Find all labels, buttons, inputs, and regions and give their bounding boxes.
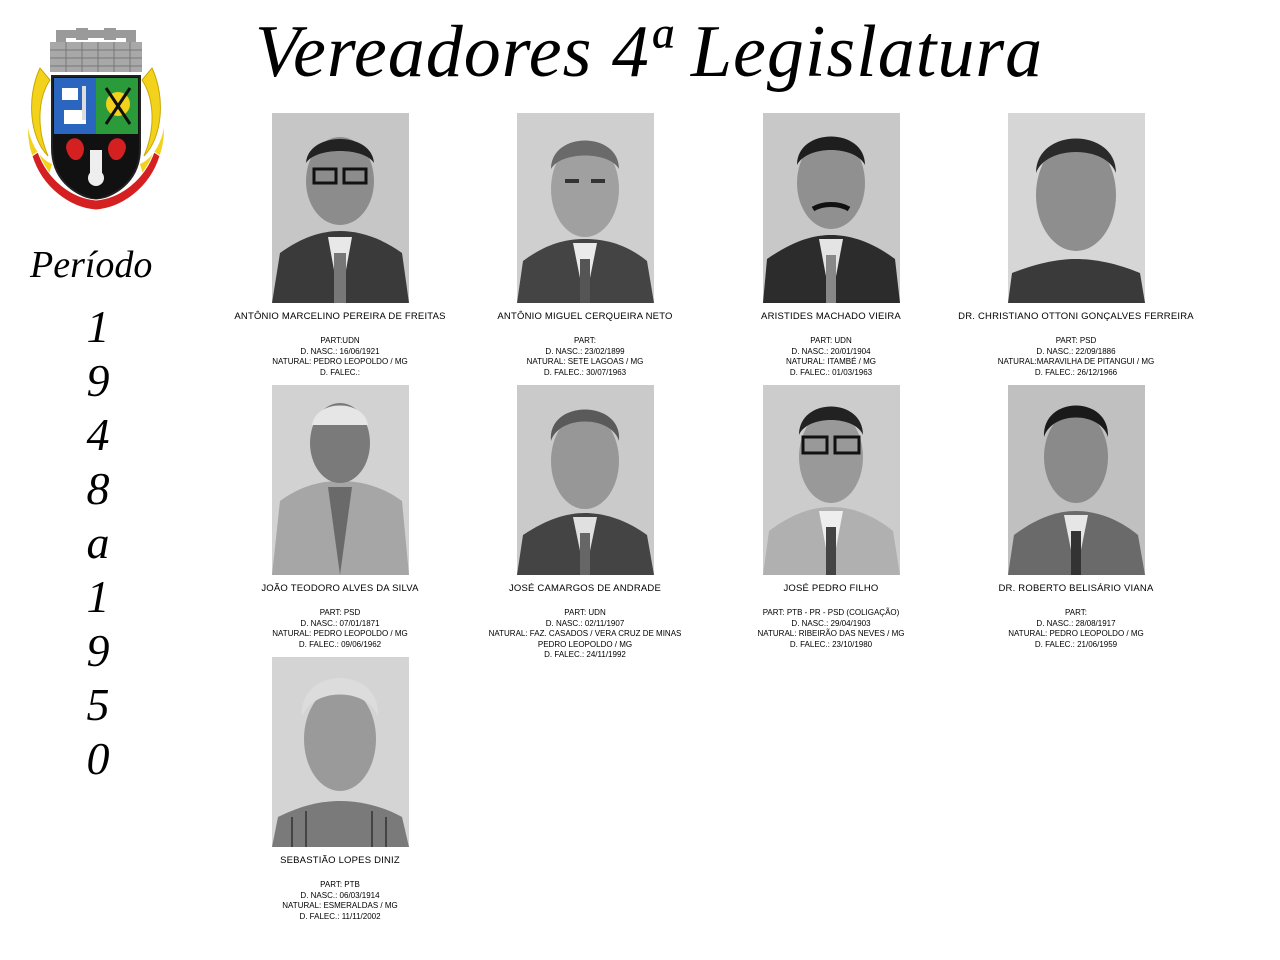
info-line: D. NASC.: 28/08/1917 bbox=[1036, 618, 1116, 628]
info-line: D. FALEC.: 11/11/2002 bbox=[299, 911, 381, 921]
portrait-photo bbox=[272, 113, 409, 303]
councillor-info bbox=[711, 336, 951, 378]
councillor-info bbox=[220, 608, 460, 650]
councillor-info bbox=[956, 336, 1196, 378]
councillor-card bbox=[956, 385, 1196, 650]
info-line: NATURAL: PEDRO LEOPOLDO / MG bbox=[272, 629, 408, 638]
councillor-name: ANTÔNIO MIGUEL CERQUEIRA NETO bbox=[497, 311, 673, 322]
info-line: D. NASC.: 02/11/1907 bbox=[545, 618, 625, 628]
info-line: NATURAL: SETE LAGOAS / MG bbox=[526, 357, 644, 366]
year-char: 1 bbox=[86, 301, 110, 352]
councillor-card bbox=[711, 385, 951, 650]
councillor-name: JOSÉ PEDRO FILHO bbox=[783, 583, 879, 594]
councillor-card bbox=[711, 113, 951, 378]
year-char: 8 bbox=[86, 463, 110, 514]
councillor-name: ARISTIDES MACHADO VIEIRA bbox=[761, 311, 901, 322]
info-line: PART: PSD bbox=[1055, 336, 1097, 345]
coat-of-arms-icon bbox=[26, 28, 166, 216]
councillor-name: JOÃO TEODORO ALVES DA SILVA bbox=[261, 583, 419, 594]
info-line: NATURAL: RIBEIRÃO DAS NEVES / MG bbox=[757, 629, 905, 638]
councillor-info bbox=[465, 608, 705, 661]
councillor-card bbox=[220, 385, 460, 650]
portrait-photo bbox=[763, 385, 900, 575]
councillor-info bbox=[711, 608, 951, 650]
info-line: D. NASC.: 23/02/1899 bbox=[545, 346, 625, 356]
page-title: Vereadores 4ª Legislatura bbox=[255, 11, 1044, 93]
councillor-name: DR. ROBERTO BELISÁRIO VIANA bbox=[998, 583, 1154, 594]
info-line: D. NASC.: 20/01/1904 bbox=[791, 346, 871, 356]
portrait-photo bbox=[763, 113, 900, 303]
portrait-photo bbox=[517, 385, 654, 575]
info-line: NATURAL: FAZ. CASADOS / VERA CRUZ DE MINAS bbox=[488, 629, 682, 638]
councillor-info bbox=[220, 336, 460, 378]
councillor-card bbox=[465, 385, 705, 661]
councillor-name: ANTÔNIO MARCELINO PEREIRA DE FREITAS bbox=[234, 311, 446, 322]
info-line: NATURAL: ITAMBÉ / MG bbox=[786, 357, 876, 366]
councillor-card bbox=[956, 113, 1196, 378]
info-line: PART: bbox=[574, 336, 596, 345]
year-char: a bbox=[86, 517, 110, 568]
info-line: NATURAL: ESMERALDAS / MG bbox=[282, 901, 398, 910]
info-line: D. FALEC.: 23/10/1980 bbox=[789, 639, 873, 649]
councillor-name: JOSÉ CAMARGOS DE ANDRADE bbox=[508, 583, 662, 594]
info-line: D. FALEC.: 21/06/1959 bbox=[1034, 639, 1118, 649]
councillor-info bbox=[465, 336, 705, 378]
year-char: 0 bbox=[86, 733, 110, 784]
info-line: PART: PTB - PR - PSD (COLIGAÇÃO) bbox=[762, 608, 900, 617]
councillor-card bbox=[220, 113, 460, 378]
year-char: 9 bbox=[86, 625, 110, 676]
year-char: 5 bbox=[86, 679, 110, 730]
info-line: PEDRO LEOPOLDO / MG bbox=[537, 639, 633, 649]
info-line: PART:UDN bbox=[320, 336, 360, 345]
councillor-card bbox=[220, 657, 460, 922]
info-line: PART: PTB bbox=[320, 880, 360, 889]
info-line: NATURAL:MARAVILHA DE PITANGUI / MG bbox=[997, 357, 1155, 366]
periodo-label: Período bbox=[30, 244, 153, 286]
info-line: D. FALEC.: 30/07/1963 bbox=[543, 367, 627, 377]
year-char: 9 bbox=[86, 355, 110, 406]
info-line: PART: PSD bbox=[319, 608, 361, 617]
year-char: 1 bbox=[86, 571, 110, 622]
info-line: D. NASC.: 06/03/1914 bbox=[300, 890, 380, 900]
info-line: PART: UDN bbox=[810, 336, 852, 345]
councillor-card bbox=[465, 113, 705, 378]
info-line: D. NASC.: 29/04/1903 bbox=[791, 618, 871, 628]
year-char: 4 bbox=[86, 409, 110, 460]
info-line: D. FALEC.: 09/06/1962 bbox=[298, 639, 382, 649]
coat-of-arms bbox=[26, 28, 166, 216]
info-line: PART: UDN bbox=[564, 608, 606, 617]
info-line: D. NASC.: 16/06/1921 bbox=[300, 346, 380, 356]
info-line: D. FALEC.: 24/11/1992 bbox=[544, 650, 626, 659]
councillor-info bbox=[956, 608, 1196, 650]
info-line: NATURAL: PEDRO LEOPOLDO / MG bbox=[1008, 629, 1144, 638]
period-years bbox=[70, 300, 126, 786]
portrait-photo bbox=[1008, 113, 1145, 303]
info-line: D. FALEC.: 01/03/1963 bbox=[789, 367, 873, 377]
councillor-info bbox=[220, 880, 460, 922]
portrait-photo bbox=[272, 385, 409, 575]
councillor-name: DR. CHRISTIANO OTTONI GONÇALVES FERREIRA bbox=[958, 311, 1194, 322]
portrait-photo bbox=[272, 657, 409, 847]
councillor-name: SEBASTIÃO LOPES DINIZ bbox=[280, 855, 400, 866]
info-line: D. NASC.: 22/09/1886 bbox=[1036, 346, 1116, 356]
info-line: NATURAL: PEDRO LEOPOLDO / MG bbox=[272, 357, 408, 366]
portrait-photo bbox=[517, 113, 654, 303]
info-line: D. FALEC.: bbox=[319, 367, 360, 377]
info-line: D. FALEC.: 26/12/1966 bbox=[1034, 367, 1118, 377]
portrait-photo bbox=[1008, 385, 1145, 575]
info-line: PART: bbox=[1065, 608, 1087, 617]
info-line: D. NASC.: 07/01/1871 bbox=[300, 618, 380, 628]
